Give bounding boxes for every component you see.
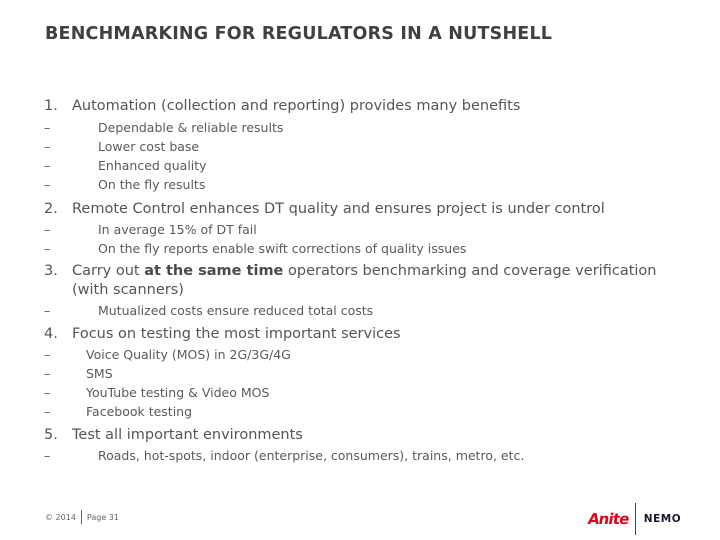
footer xyxy=(45,510,119,524)
sub-item: – Roads, hot-spots, indoor (enterprise, consumers), trains, metro, etc. xyxy=(44,448,525,463)
content-list xyxy=(44,97,684,465)
sub-list-5 xyxy=(44,446,684,465)
list-item-5 xyxy=(44,426,684,445)
dash-bullet: – xyxy=(44,120,51,135)
sub-item: – SMS xyxy=(44,366,113,381)
sub-item: – Mutualized costs ensure reduced total costs xyxy=(44,303,374,318)
item-text: Focus on testing the most important services xyxy=(72,326,401,342)
anite-logo: Anite xyxy=(586,510,631,528)
copyright-text: © 2014 xyxy=(45,512,76,522)
sub-item: – On the fly results xyxy=(44,177,206,192)
item-text: Remote Control enhances DT quality and ensures project is under control xyxy=(72,201,605,217)
item-number: 5. xyxy=(44,427,58,443)
dash-bullet: – xyxy=(44,448,51,463)
dash-bullet: – xyxy=(44,241,51,256)
item-number: 4. xyxy=(44,326,58,342)
sub-item: – On the fly reports enable swift corrections of quality issues xyxy=(44,241,467,256)
sub-item: – In average 15% of DT fail xyxy=(44,222,257,237)
dash-bullet: – xyxy=(44,222,51,237)
list-item-1 xyxy=(44,97,684,116)
dash-bullet: – xyxy=(44,404,51,419)
sub-list-1 xyxy=(44,118,684,194)
item-text: Carry out at the same time operators benchmarking and coverage verification (with scanners) xyxy=(72,263,657,298)
sub-list-4 xyxy=(44,345,684,421)
emphasis-text: at the same time xyxy=(144,263,284,279)
sub-list-3 xyxy=(44,301,684,320)
item-number: 2. xyxy=(44,201,58,217)
list-item-3 xyxy=(44,262,684,300)
page-number: Page 31 xyxy=(86,512,119,522)
sub-item: – Voice Quality (MOS) in 2G/3G/4G xyxy=(44,347,291,362)
item-number: 3. xyxy=(44,263,58,279)
sub-item: – YouTube testing & Video MOS xyxy=(44,385,270,400)
brand-logos xyxy=(588,503,681,535)
nemo-logo: NEMO xyxy=(643,513,682,525)
item-text: Automation (collection and reporting) provides many benefits xyxy=(72,98,521,114)
item-number: 1. xyxy=(44,98,58,114)
dash-bullet: – xyxy=(44,158,51,173)
sub-list-2 xyxy=(44,220,684,258)
list-item-4 xyxy=(44,325,684,344)
dash-bullet: – xyxy=(44,177,51,192)
footer-divider xyxy=(81,510,82,524)
item-text: Test all important environments xyxy=(72,427,303,443)
logo-divider xyxy=(635,503,636,535)
dash-bullet: – xyxy=(44,385,51,400)
dash-bullet: – xyxy=(44,366,51,381)
list-item-2 xyxy=(44,200,684,219)
dash-bullet: – xyxy=(44,303,51,318)
dash-bullet: – xyxy=(44,139,51,154)
dash-bullet: – xyxy=(44,347,51,362)
sub-item: – Dependable & reliable results xyxy=(44,120,284,135)
sub-item: – Lower cost base xyxy=(44,139,200,154)
sub-item: – Enhanced quality xyxy=(44,158,207,173)
sub-item: – Facebook testing xyxy=(44,404,193,419)
page-title: BENCHMARKING FOR REGULATORS IN A NUTSHELL xyxy=(45,24,553,44)
